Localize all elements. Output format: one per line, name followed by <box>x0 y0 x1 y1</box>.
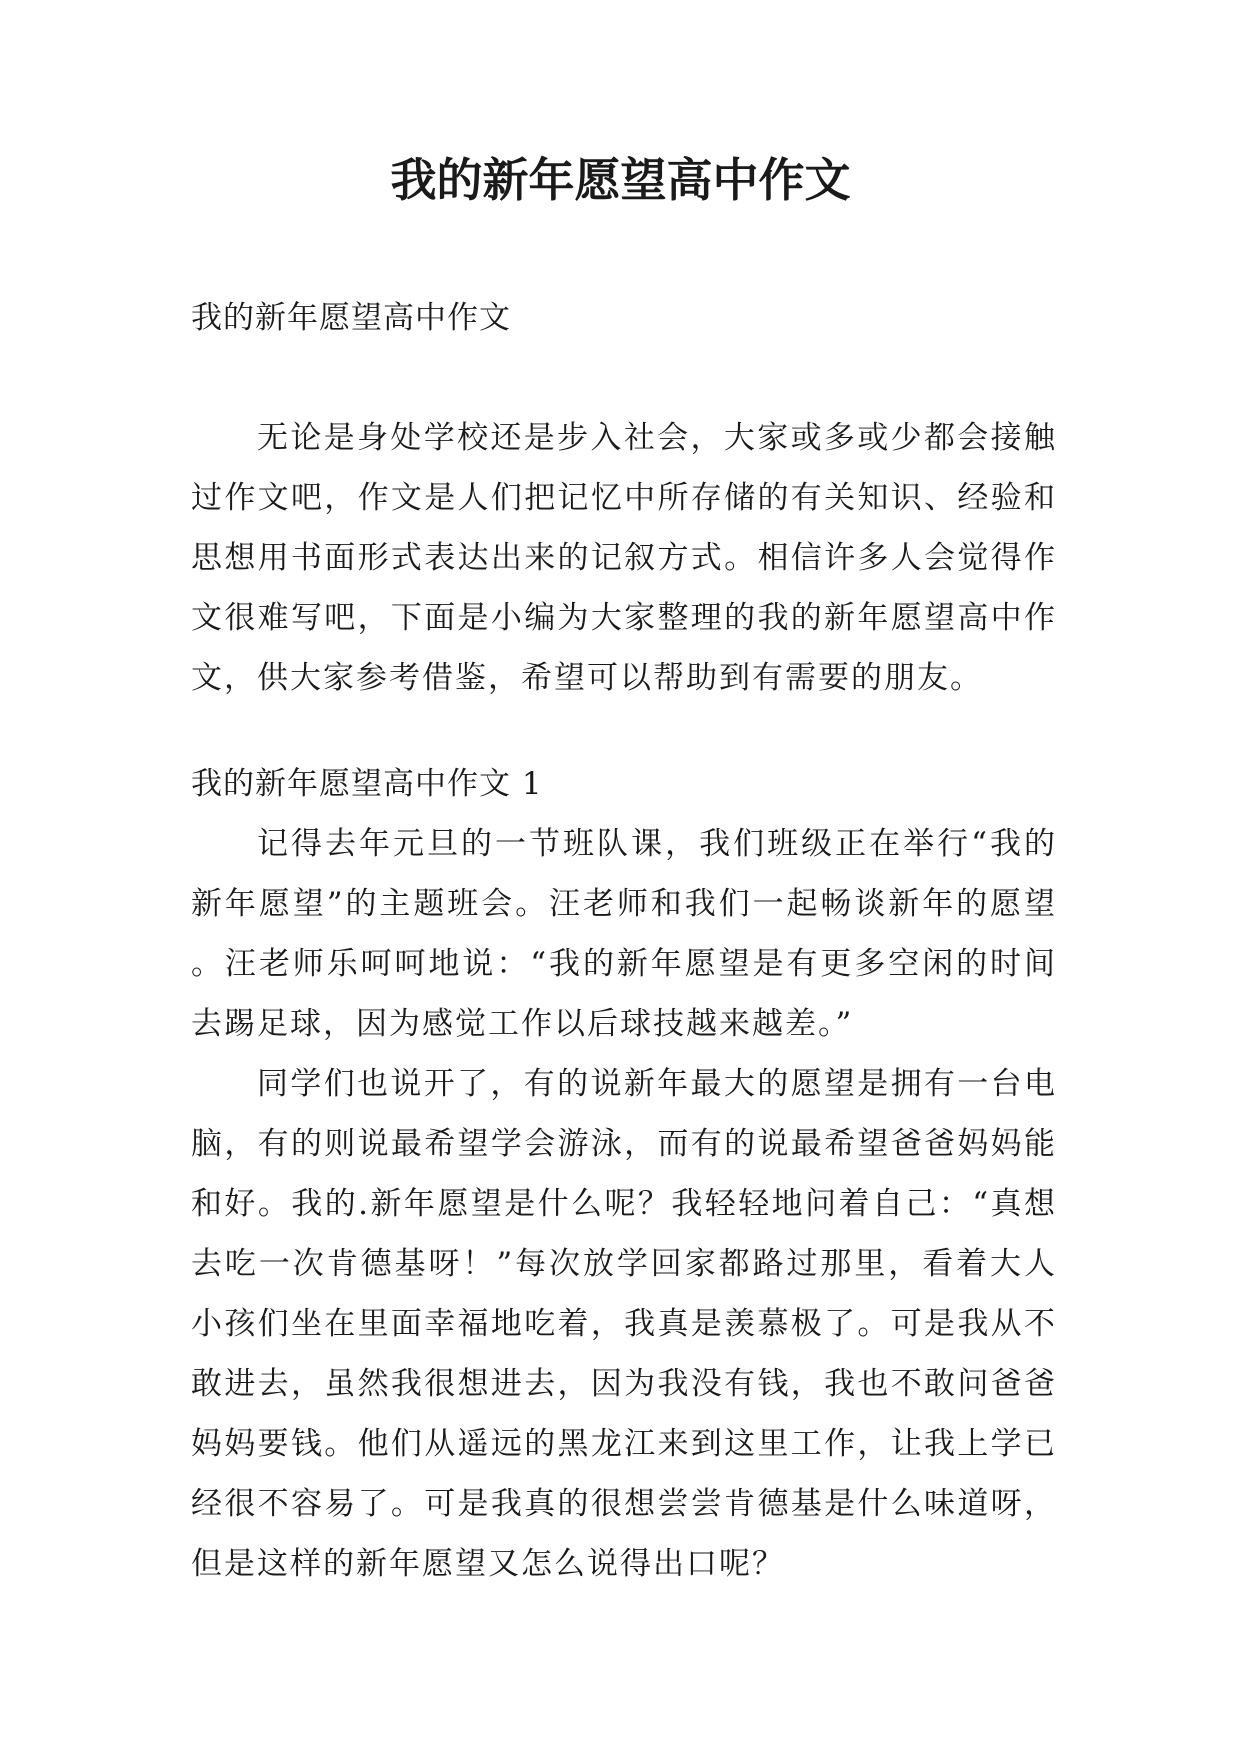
spacer <box>191 348 1057 408</box>
body-paragraph-1: 记得去年元旦的一节班队课，我们班级正在举行“我的新年愿望”的主题班会。汪老师和我们一起畅谈新年的愿望。汪老师乐呵呵地说：“我的新年愿望是有更多空闲的时间去踢足球，因为感觉工作以后球技越来越差。” <box>191 826 1057 1042</box>
document-body <box>191 288 1057 1594</box>
spacer <box>191 708 1057 754</box>
document-title: 我的新年愿望高中作文 <box>390 153 851 207</box>
body-paragraph-2: 同学们也说开了，有的说新年最大的愿望是拥有一台电脑，有的则说最希望学会游泳，而有的说最希望爸爸妈妈能和好。我的.新年愿望是什么呢？我轻轻地问着自己：“真想去吃一次肯德基呀！”每次放学回家都路过那里，看着大人小孩们坐在里面幸福地吃着，我真是羡慕极了。可是我从不敢进去，虽然我很想进去，因为我没有钱，我也不敢问爸爸妈妈要钱。他们从遥远的黑龙江来到这里工作，让我上学已经很不容易了。可是我真的很想尝尝肯德基是什么味道呀，但是这样的新年愿望又怎么说得出口呢？ <box>191 1066 1057 1582</box>
section-heading: 我的新年愿望高中作文 1 <box>191 766 543 802</box>
intro-paragraph: 无论是身处学校还是步入社会，大家或多或少都会接触过作文吧，作文是人们把记忆中所存储的有关知识、经验和思想用书面形式表达出来的记叙方式。相信许多人会觉得作文很难写吧，下面是小编为大家整理的我的新年愿望高中作文，供大家参考借鉴，希望可以帮助到有需要的朋友。 <box>191 420 1057 696</box>
document-subtitle: 我的新年愿望高中作文 <box>191 300 511 336</box>
